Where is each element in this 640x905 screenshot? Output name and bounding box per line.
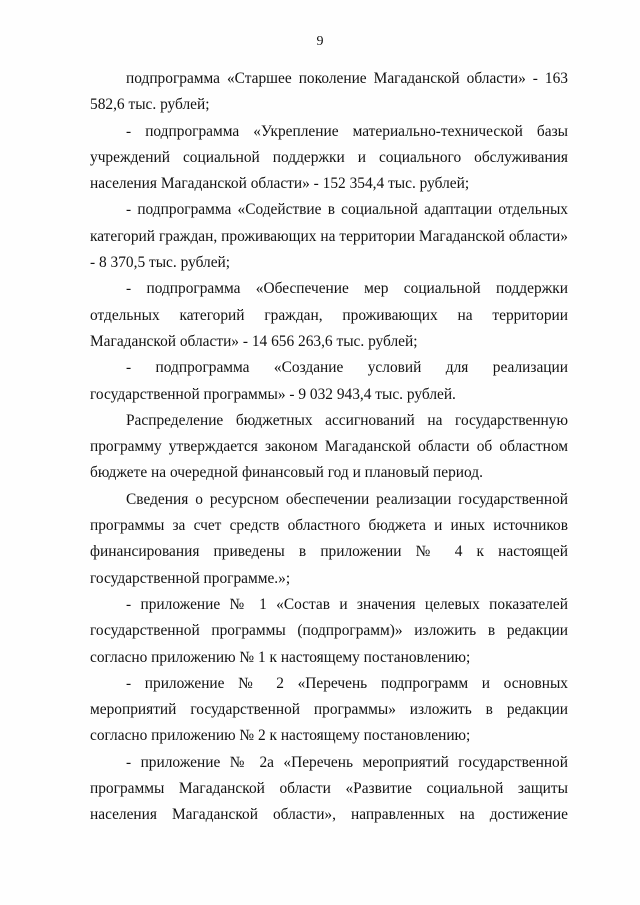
paragraph-appendix-1: - приложение № 1 «Состав и значения целевых показателей государственной программы (подпрограмм)» изложить в редакции согласно приложению № 1 к настоящему постановлению; (90, 595, 568, 666)
page-number: 9 (316, 34, 324, 49)
paragraph-social-support: - подпрограмма «Обеспечение мер социальной поддержки отдельных категорий граждан, проживающих на территории Магаданской области» - 14 656 263,6 тыс. рублей; (90, 280, 568, 350)
paragraph-resource-info: Сведения о ресурсном обеспечении реализации государственной программы за счет средств областного бюджета и иных источников финансирования приведены в приложении № 4 к настоящей государственной программе.»; (90, 490, 568, 587)
paragraph-program-conditions: - подпрограмма «Создание условий для реализации государственной программы» - 9 032 943,4 тыс. рублей. (90, 359, 568, 403)
paragraph-social-adaptation: - подпрограмма «Содействие в социальной адаптации отдельных категорий граждан, проживающих на территории Магаданской области» - 8 370,5 тыс. рублей; (90, 201, 568, 272)
paragraph-budget-distribution: Распределение бюджетных ассигнований на государственную программу утверждается законом Магаданской области об областном бюджете на очередной финансовый год и плановый период. (90, 411, 568, 482)
paragraph-appendix-2a: - приложение № 2а «Перечень мероприятий государственной программы Магаданской области «Развитие социальной защиты населения Магаданской области», направленных на достижение (90, 753, 568, 824)
paragraph-appendix-2: - приложение № 2 «Перечень подпрограмм и основных мероприятий государственной программы» изложить в редакции согласно приложению № 2 к настоящему постановлению; (90, 674, 568, 745)
paragraph-old-generation: подпрограмма «Старшее поколение Магаданской области» - 163 582,6 тыс. рублей; (90, 70, 568, 114)
document-body (90, 66, 568, 829)
paragraph-material-base: - подпрограмма «Укрепление материально-технической базы учреждений социальной поддержки и социального обслуживания населения Магаданской области» - 152 354,4 тыс. рублей; (90, 122, 568, 193)
